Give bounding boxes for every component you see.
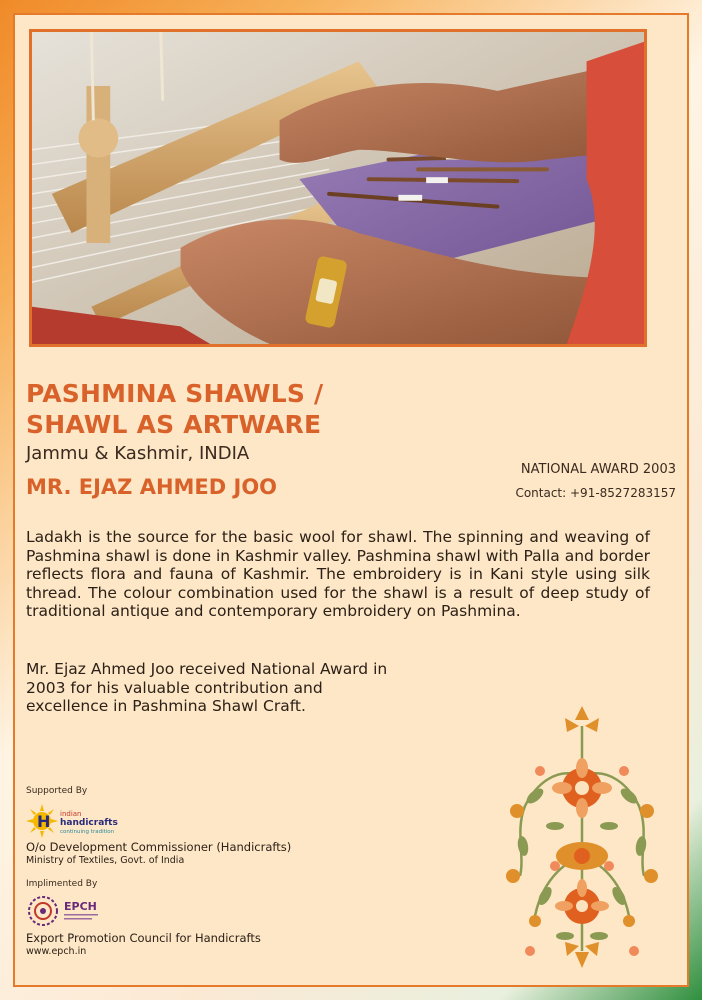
implementing-org-name: Export Promotion Council for Handicrafts (26, 931, 261, 945)
supporting-org-ministry: Ministry of Textiles, Govt. of India (26, 855, 185, 866)
award-label: NATIONAL AWARD 2003 (520, 462, 676, 477)
floral-motif-icon (495, 706, 669, 968)
svg-text:H: H (37, 812, 51, 831)
artisan-name: MR. EJAZ AHMED JOO (26, 475, 278, 499)
weaving-photo-illustration (32, 32, 644, 344)
craft-description: Ladakh is the source for the basic wool for shawl. The spinning and weaving of Pashmina shawl is done in Kashmir valley. Pashmina shawl with Palla and border reflects flora and fauna of Kashmir. The embroidery is in Kani style using silk thread. The colour combination used for the shawl is a result of deep study of traditional antique and contemporary embroidery on Pashmina. (26, 528, 650, 620)
floral-motif (495, 706, 669, 968)
handicrafts-logo-tagline: continuing tradition (60, 829, 115, 835)
epch-logo-icon (26, 894, 136, 928)
supporting-org-name: O/o Development Commissioner (Handicrafts) (26, 840, 292, 854)
handicrafts-logo-word1: indian (60, 810, 82, 818)
website-link[interactable]: www.epch.in (26, 946, 87, 957)
craft-title (26, 378, 446, 440)
handicrafts-logo-word2: handicrafts (60, 818, 118, 828)
supported-by-label: Supported By (26, 786, 88, 796)
artisan-bio: Mr. Ejaz Ahmed Joo received National Award in 2003 for his valuable contribution and excellence in Pashmina Shawl Craft. (26, 660, 388, 715)
contact-label: Contact: +91-8527283157 (515, 486, 676, 500)
handicrafts-logo (26, 802, 136, 840)
title-line-2: SHAWL AS ARTWARE (26, 410, 322, 439)
implemented-by-label: Implimented By (26, 879, 98, 889)
weaving-photo (29, 29, 647, 347)
epch-logo-letters: EPCH (64, 900, 97, 913)
epch-logo (26, 894, 136, 928)
handicrafts-logo-icon (26, 802, 136, 840)
title-line-1: PASHMINA SHAWLS / (26, 379, 324, 408)
region-label: Jammu & Kashmir, INDIA (26, 443, 250, 464)
